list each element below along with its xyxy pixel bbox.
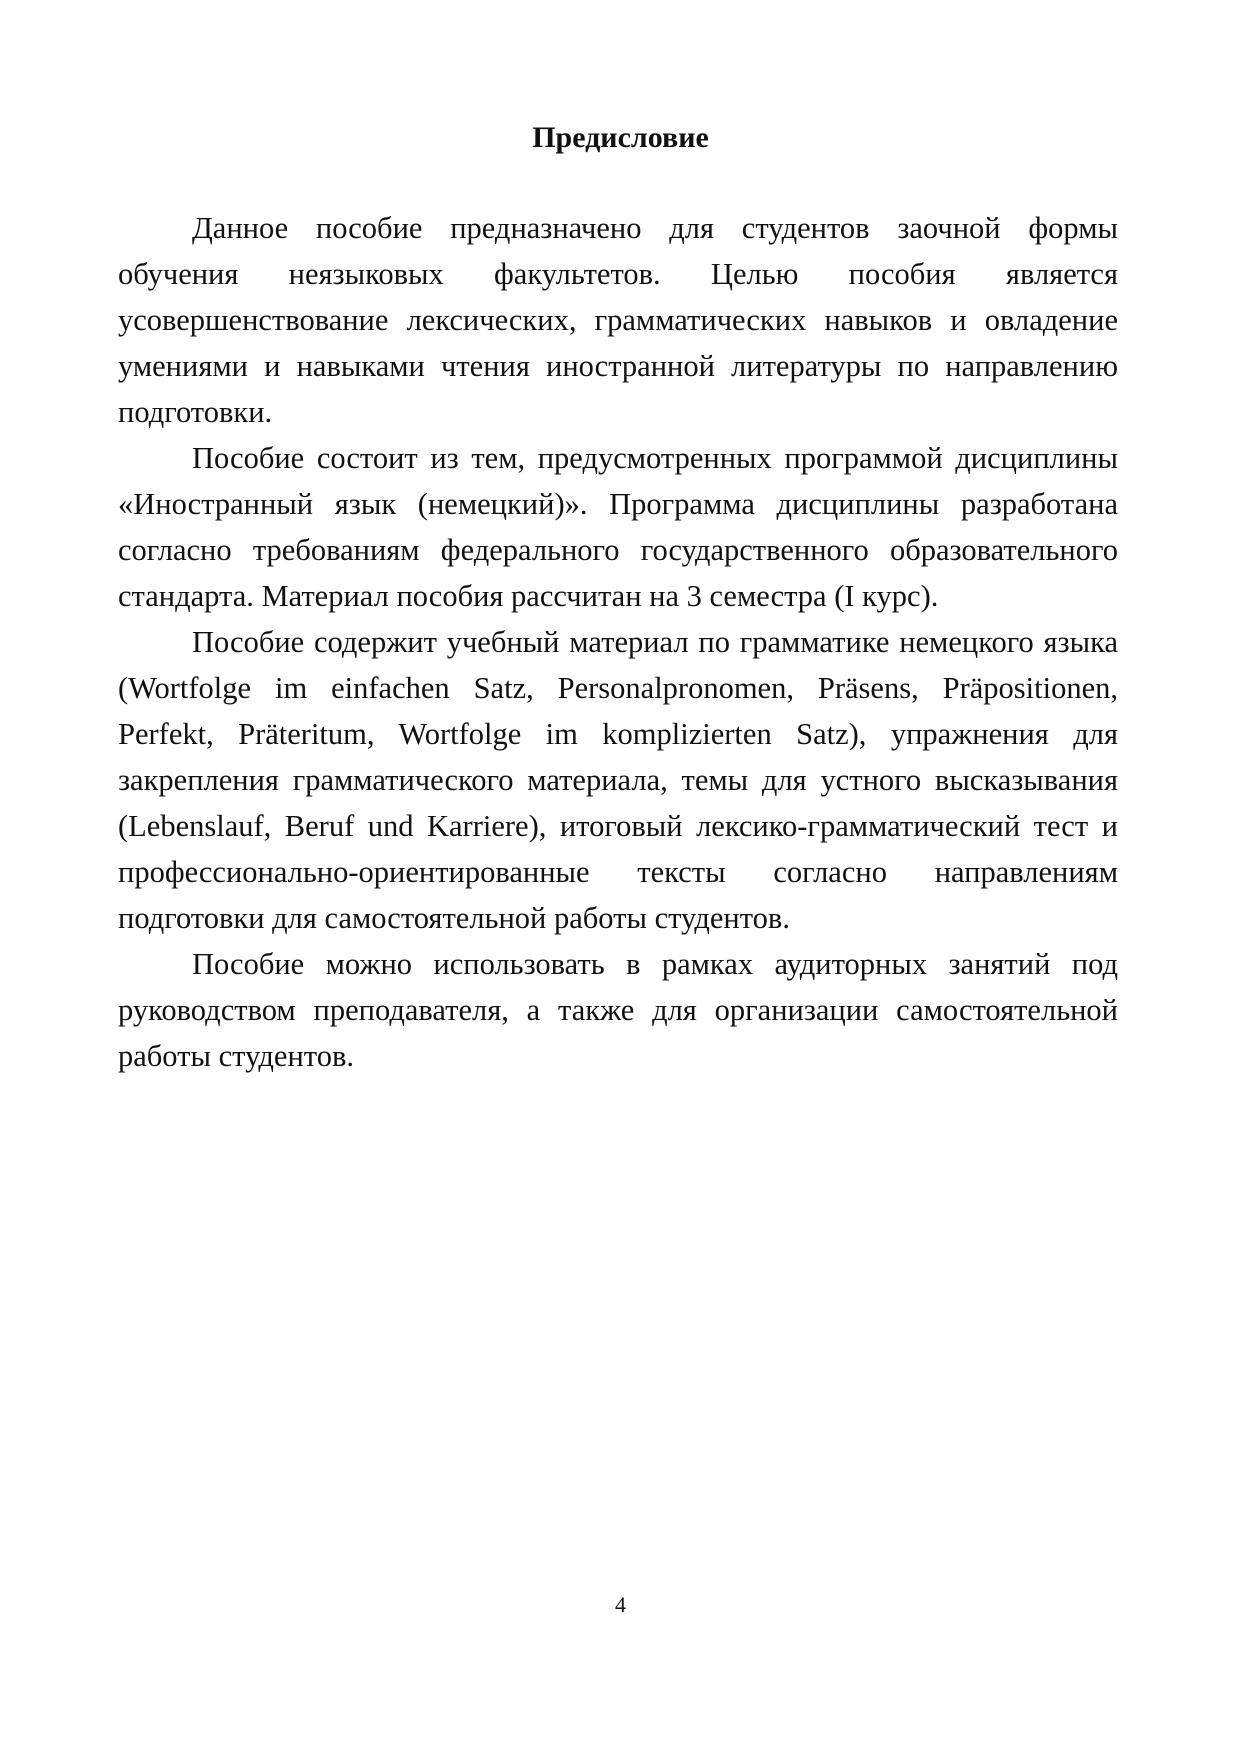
page-title: Предисловие: [532, 121, 709, 154]
paragraph-purpose: Данное пособие предназначено для студентов заочной формы обучения неязыковых факультетов. Целью пособия является усовершенствование лексических, грамматических навыков и овладение умениями и навыками чтения иностранной литературы по направлению подготовки.: [118, 211, 1118, 429]
paragraph-structure: Пособие состоит из тем, предусмотренных программой дисциплины «Иностранный язык (немецкий)». Программа дисциплины разработана согласно требованиям федерального государственного образовательного стандарта. Материал пособия рассчитан на 3 семестра (I курс).: [118, 441, 1118, 613]
page-number: 4: [615, 1592, 626, 1617]
paragraph-contents: Пособие содержит учебный материал по грамматике немецкого языка (Wortfolge im einfachen Satz, Personalpronomen, Präsens, Präpositionen, Perfekt, Präteritum, Wortfolge im komplizierten Satz), упражнения для закрепления грамматического материала, темы для устного высказывания (Lebenslauf, Beruf und Karriere), итоговый лексико-грамматический тест и профессионально-ориентированные тексты согласно направлениям подготовки для самостоятельной работы студентов.: [118, 625, 1118, 935]
paragraph-usage: Пособие можно использовать в рамках аудиторных занятий под руководством преподавателя, а также для организации самостоятельной работы студентов.: [118, 947, 1118, 1073]
preface-body: [118, 205, 1118, 1079]
